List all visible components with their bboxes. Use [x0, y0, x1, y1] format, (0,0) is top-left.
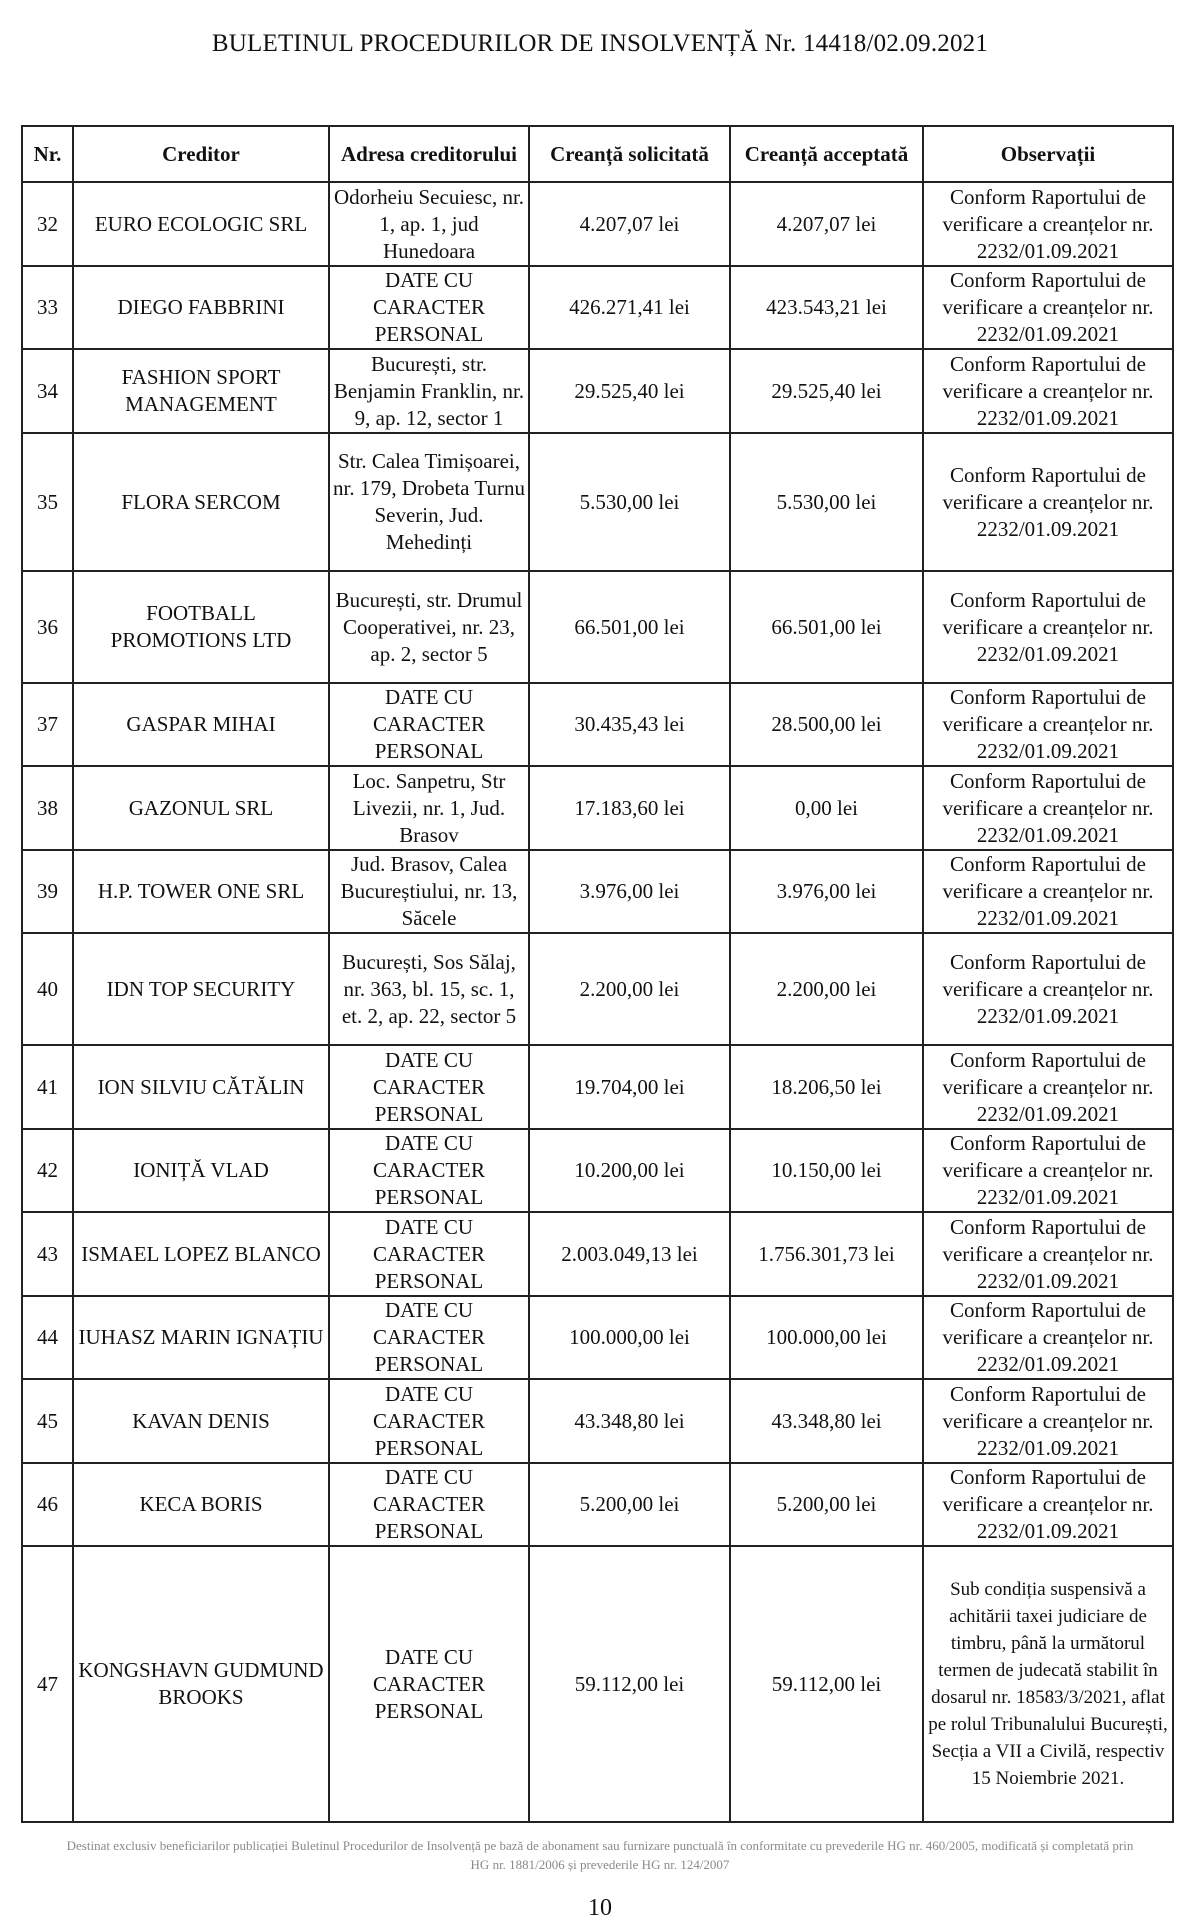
cell-creanta-acceptata: 5.530,00 lei	[730, 433, 923, 571]
table-row	[22, 182, 1173, 266]
cell-nr: 41	[22, 1045, 73, 1129]
cell-creditor: FLORA SERCOM	[73, 433, 329, 571]
cell-creanta-solicitata: 66.501,00 lei	[529, 571, 730, 683]
cell-creditor: ION SILVIU CĂTĂLIN	[73, 1045, 329, 1129]
cell-creanta-solicitata: 43.348,80 lei	[529, 1379, 730, 1463]
cell-observatii: Conform Raportului de verificare a creanțelor nr. 2232/01.09.2021	[923, 349, 1173, 433]
cell-creanta-solicitata: 426.271,41 lei	[529, 266, 730, 349]
cell-adresa: DATE CU CARACTER PERSONAL	[329, 1045, 529, 1129]
table-row	[22, 766, 1173, 850]
cell-nr: 38	[22, 766, 73, 850]
cell-creditor: EURO ECOLOGIC SRL	[73, 182, 329, 266]
cell-adresa: DATE CU CARACTER PERSONAL	[329, 1129, 529, 1212]
table-row	[22, 933, 1173, 1045]
cell-nr: 46	[22, 1463, 73, 1546]
cell-creditor: GAZONUL SRL	[73, 766, 329, 850]
cell-creanta-solicitata: 4.207,07 lei	[529, 182, 730, 266]
cell-nr: 42	[22, 1129, 73, 1212]
cell-observatii: Conform Raportului de verificare a creanțelor nr. 2232/01.09.2021	[923, 766, 1173, 850]
cell-adresa: DATE CU CARACTER PERSONAL	[329, 266, 529, 349]
cell-observatii: Conform Raportului de verificare a creanțelor nr. 2232/01.09.2021	[923, 1296, 1173, 1379]
cell-nr: 37	[22, 683, 73, 766]
cell-adresa: DATE CU CARACTER PERSONAL	[329, 1463, 529, 1546]
footer-disclaimer: Destinat exclusiv beneficiarilor publicației Buletinul Procedurilor de Insolvență pe bază de abonament sau furnizare punctuală în conformitate cu prevederile HG nr. 460/2005, modificată și completată prin HG nr. 1881/2006 și prevederile HG nr. 124/2007	[66, 1838, 1134, 1872]
cell-observatii: Conform Raportului de verificare a creanțelor nr. 2232/01.09.2021	[923, 571, 1173, 683]
cell-creanta-acceptata: 43.348,80 lei	[730, 1379, 923, 1463]
cell-creanta-acceptata: 10.150,00 lei	[730, 1129, 923, 1212]
cell-nr: 39	[22, 850, 73, 933]
cell-creditor: IONIȚĂ VLAD	[73, 1129, 329, 1212]
cell-creanta-acceptata: 100.000,00 lei	[730, 1296, 923, 1379]
column-header-observatii: Observații	[923, 126, 1173, 182]
column-header-creditor: Creditor	[73, 126, 329, 182]
table-row	[22, 266, 1173, 349]
cell-creanta-acceptata: 29.525,40 lei	[730, 349, 923, 433]
cell-creanta-solicitata: 100.000,00 lei	[529, 1296, 730, 1379]
cell-adresa: DATE CU CARACTER PERSONAL	[329, 1379, 529, 1463]
table-row	[22, 433, 1173, 571]
cell-creanta-solicitata: 2.003.049,13 lei	[529, 1212, 730, 1296]
cell-adresa: DATE CU CARACTER PERSONAL	[329, 1296, 529, 1379]
cell-creanta-solicitata: 5.530,00 lei	[529, 433, 730, 571]
cell-observatii: Conform Raportului de verificare a creanțelor nr. 2232/01.09.2021	[923, 433, 1173, 571]
table-row	[22, 1546, 1173, 1822]
cell-creanta-solicitata: 30.435,43 lei	[529, 683, 730, 766]
column-header-creanta-acceptata: Creanță acceptată	[730, 126, 923, 182]
cell-nr: 45	[22, 1379, 73, 1463]
cell-observatii: Conform Raportului de verificare a creanțelor nr. 2232/01.09.2021	[923, 1045, 1173, 1129]
cell-creanta-acceptata: 1.756.301,73 lei	[730, 1212, 923, 1296]
table-row	[22, 1045, 1173, 1129]
cell-observatii: Conform Raportului de verificare a creanțelor nr. 2232/01.09.2021	[923, 683, 1173, 766]
cell-adresa: DATE CU CARACTER PERSONAL	[329, 683, 529, 766]
cell-creanta-acceptata: 3.976,00 lei	[730, 850, 923, 933]
table-row	[22, 683, 1173, 766]
cell-nr: 34	[22, 349, 73, 433]
cell-adresa: DATE CU CARACTER PERSONAL	[329, 1212, 529, 1296]
cell-observatii: Sub condiția suspensivă a achitării taxei judiciare de timbru, până la următorul termen de judecată stabilit în dosarul nr. 18583/3/2021, aflat pe rolul Tribunalului București, Secția a VII a Civilă, respectiv 15 Noiembrie 2021.	[923, 1546, 1173, 1822]
cell-creanta-solicitata: 17.183,60 lei	[529, 766, 730, 850]
cell-creanta-solicitata: 10.200,00 lei	[529, 1129, 730, 1212]
cell-nr: 40	[22, 933, 73, 1045]
cell-nr: 32	[22, 182, 73, 266]
cell-observatii: Conform Raportului de verificare a creanțelor nr. 2232/01.09.2021	[923, 1129, 1173, 1212]
cell-adresa: Jud. Brasov, Calea Bucureștiului, nr. 13, Săcele	[329, 850, 529, 933]
page-header-title: BULETINUL PROCEDURILOR DE INSOLVENȚĂ Nr. 14418/02.09.2021	[211, 30, 989, 57]
cell-adresa: DATE CU CARACTER PERSONAL	[329, 1546, 529, 1822]
cell-creditor: H.P. TOWER ONE SRL	[73, 850, 329, 933]
table-row	[22, 349, 1173, 433]
column-header-adresa: Adresa creditorului	[329, 126, 529, 182]
cell-observatii: Conform Raportului de verificare a creanțelor nr. 2232/01.09.2021	[923, 933, 1173, 1045]
table-row	[22, 1463, 1173, 1546]
cell-creanta-acceptata: 18.206,50 lei	[730, 1045, 923, 1129]
table-row	[22, 1129, 1173, 1212]
cell-creditor: KAVAN DENIS	[73, 1379, 329, 1463]
cell-creditor: KONGSHAVN GUDMUND BROOKS	[73, 1546, 329, 1822]
cell-creanta-solicitata: 29.525,40 lei	[529, 349, 730, 433]
cell-creanta-solicitata: 19.704,00 lei	[529, 1045, 730, 1129]
cell-creditor: ISMAEL LOPEZ BLANCO	[73, 1212, 329, 1296]
column-header-creanta-solicitata: Creanță solicitată	[529, 126, 730, 182]
cell-nr: 33	[22, 266, 73, 349]
cell-nr: 36	[22, 571, 73, 683]
table-row	[22, 1212, 1173, 1296]
cell-observatii: Conform Raportului de verificare a creanțelor nr. 2232/01.09.2021	[923, 850, 1173, 933]
table-header-row	[22, 126, 1173, 182]
cell-creditor: DIEGO FABBRINI	[73, 266, 329, 349]
cell-creanta-acceptata: 5.200,00 lei	[730, 1463, 923, 1546]
cell-creanta-solicitata: 2.200,00 lei	[529, 933, 730, 1045]
page-number: 10	[588, 1895, 612, 1921]
column-header-nr: Nr.	[22, 126, 73, 182]
cell-creditor: KECA BORIS	[73, 1463, 329, 1546]
cell-creditor: FOOTBALL PROMOTIONS LTD	[73, 571, 329, 683]
cell-creditor: FASHION SPORT MANAGEMENT	[73, 349, 329, 433]
cell-creanta-solicitata: 3.976,00 lei	[529, 850, 730, 933]
cell-creanta-acceptata: 0,00 lei	[730, 766, 923, 850]
table-row	[22, 1296, 1173, 1379]
table-row	[22, 571, 1173, 683]
table-row	[22, 1379, 1173, 1463]
cell-observatii: Conform Raportului de verificare a creanțelor nr. 2232/01.09.2021	[923, 1463, 1173, 1546]
cell-adresa: București, str. Benjamin Franklin, nr. 9, ap. 12, sector 1	[329, 349, 529, 433]
cell-nr: 35	[22, 433, 73, 571]
cell-creanta-acceptata: 66.501,00 lei	[730, 571, 923, 683]
cell-creanta-acceptata: 4.207,07 lei	[730, 182, 923, 266]
cell-observatii: Conform Raportului de verificare a creanțelor nr. 2232/01.09.2021	[923, 1212, 1173, 1296]
table-row	[22, 850, 1173, 933]
cell-creditor: IDN TOP SECURITY	[73, 933, 329, 1045]
cell-observatii: Conform Raportului de verificare a creanțelor nr. 2232/01.09.2021	[923, 1379, 1173, 1463]
cell-creanta-acceptata: 59.112,00 lei	[730, 1546, 923, 1822]
cell-adresa: Odorheiu Secuiesc, nr. 1, ap. 1, jud Hunedoara	[329, 182, 529, 266]
cell-adresa: București, Sos Sălaj, nr. 363, bl. 15, sc. 1, et. 2, ap. 22, sector 5	[329, 933, 529, 1045]
creditors-table	[21, 125, 1174, 1823]
cell-observatii: Conform Raportului de verificare a creanțelor nr. 2232/01.09.2021	[923, 182, 1173, 266]
cell-creanta-acceptata: 423.543,21 lei	[730, 266, 923, 349]
cell-observatii: Conform Raportului de verificare a creanțelor nr. 2232/01.09.2021	[923, 266, 1173, 349]
cell-adresa: Str. Calea Timișoarei, nr. 179, Drobeta Turnu Severin, Jud. Mehedinți	[329, 433, 529, 571]
cell-creditor: GASPAR MIHAI	[73, 683, 329, 766]
cell-nr: 43	[22, 1212, 73, 1296]
cell-nr: 47	[22, 1546, 73, 1822]
cell-creanta-solicitata: 59.112,00 lei	[529, 1546, 730, 1822]
cell-creanta-acceptata: 28.500,00 lei	[730, 683, 923, 766]
cell-creanta-solicitata: 5.200,00 lei	[529, 1463, 730, 1546]
cell-adresa: Loc. Sanpetru, Str Livezii, nr. 1, Jud. Brasov	[329, 766, 529, 850]
cell-creanta-acceptata: 2.200,00 lei	[730, 933, 923, 1045]
cell-nr: 44	[22, 1296, 73, 1379]
cell-adresa: București, str. Drumul Cooperativei, nr. 23, ap. 2, sector 5	[329, 571, 529, 683]
cell-creditor: IUHASZ MARIN IGNAȚIU	[73, 1296, 329, 1379]
